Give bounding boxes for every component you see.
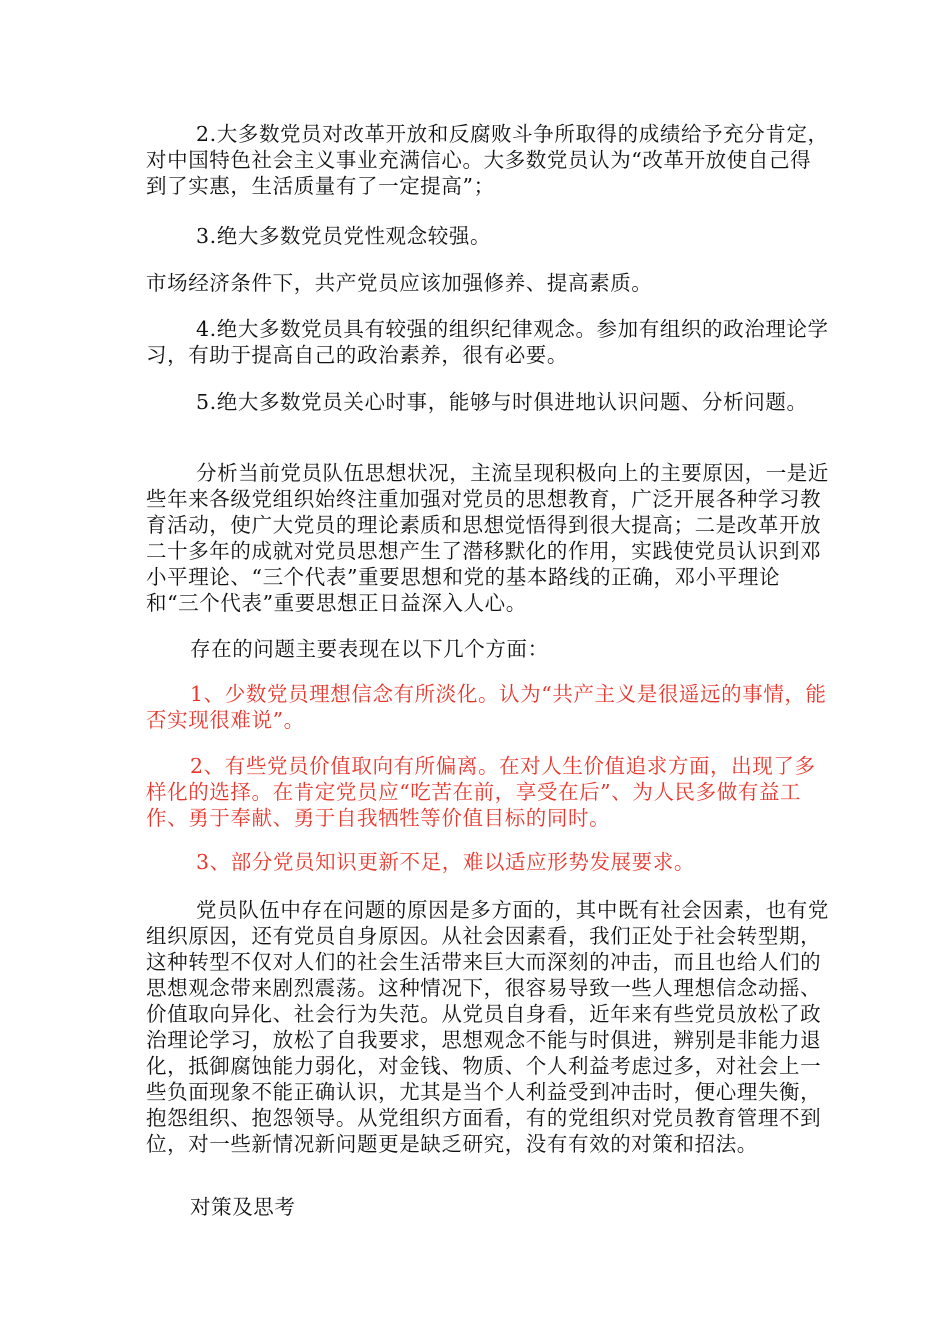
paragraph-market-economy: 市场经济条件下，共产党员应该加强修养、提高素质。 — [146, 271, 653, 295]
paragraph-problem-3: 3、部分党员知识更新不足，难以适应形势发展要求。 — [196, 850, 695, 874]
paragraph-problems-intro: 存在的问题主要表现在以下几个方面： — [190, 637, 549, 661]
paragraph-problem-1: 1、少数党员理想信念有所淡化。认为“共产主义是很遥远的事情，能否实现很难说”。 — [146, 682, 827, 732]
section-heading-countermeasures: 对策及思考 — [190, 1195, 296, 1219]
paragraph-analysis-reasons: 分析当前党员队伍思想状况，主流呈现积极向上的主要原因，一是近些年来各级党组织始终注重加强对党员的思想教育，广泛开展各种学习教育活动，使广大党员的理论素质和思想觉悟得到很大提高；二是改革开放二十多年的成就对党员思想产生了潜移默化的作用，实践使党员认识到邓小平理论、“三个代表”重要思想和党的基本路线的正确，邓小平理论和“三个代表”重要思想正日益深入人心。 — [146, 461, 829, 615]
paragraph-problem-2: 2、有些党员价值取向有所偏离。在对人生价值追求方面，出现了多样化的选择。在肯定党员应“吃苦在前，享受在后”、为人民多做有益工作、勇于奉献、勇于自我牺牲等价值目标的同时。 — [146, 754, 816, 830]
paragraph-4-discipline: 4.绝大多数党员具有较强的组织纪律观念。参加有组织的政治理论学习，有助于提高自己的政治素养，很有必要。 — [146, 317, 829, 367]
paragraph-3-party-spirit: 3.绝大多数党员党性观念较强。 — [196, 224, 492, 248]
paragraph-2-affirmation: 2.大多数党员对改革开放和反腐败斗争所取得的成绩给予充分肯定，对中国特色社会主义事业充满信心。大多数党员认为“改革开放使自己得到了实惠，生活质量有了一定提高”； — [146, 122, 829, 198]
paragraph-5-current-affairs: 5.绝大多数党员关心时事，能够与时俱进地认识问题、分析问题。 — [196, 390, 808, 414]
paragraph-causes: 党员队伍中存在问题的原因是多方面的，其中既有社会因素，也有党组织原因，还有党员自身原因。从社会因素看，我们正处于社会转型期，这种转型不仅对人们的社会生活带来巨大而深刻的冲击，而且也给人们的思想观念带来剧烈震荡。这种情况下，很容易导致一些人理想信念动摇、价值取向异化、社会行为失范。从党员自身看，近年来有些党员放松了政治理论学习，放松了自我要求，思想观念不能与时俱进，辨别是非能力退化，抵御腐蚀能力弱化，对金钱、物质、个人利益考虑过多，对社会上一些负面现象不能正确认识，尤其是当个人利益受到冲击时，便心理失衡，抱怨组织、抱怨领导。从党组织方面看，有的党组织对党员教育管理不到位，对一些新情况新问题更是缺乏研究，没有有效的对策和招法。 — [146, 898, 829, 1156]
